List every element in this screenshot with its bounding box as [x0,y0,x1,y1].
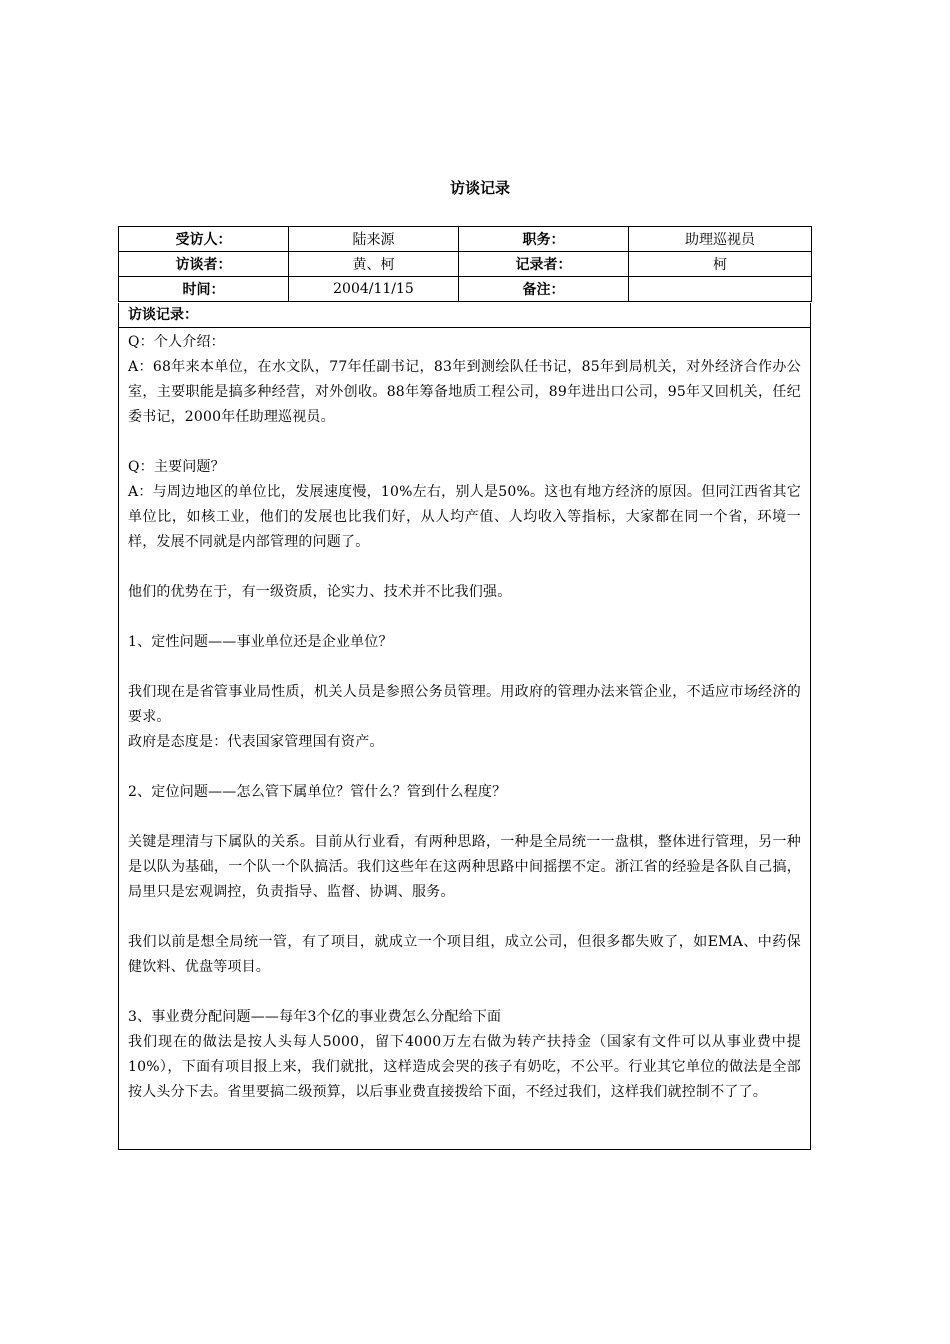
interviewer-value: 黄、柯 [289,252,459,277]
record-label: 访谈记录： [119,303,810,328]
record-paragraph: 他们的优势在于，有一级资质，论实力、技术并不比我们强。 [128,584,512,600]
interview-record-section [118,303,811,1150]
record-paragraph: 2、定位问题——怎么管下属单位？管什么？管到什么程度？ [128,784,507,800]
table-row [119,277,812,302]
interviewer-label: 访谈者： [119,252,289,277]
record-paragraph: 政府是态度是：代表国家管理国有资产。 [128,734,384,750]
note-value [629,277,812,302]
record-paragraph: 我们现在是省管事业局性质，机关人员是参照公务员管理。用政府的管理办法来管企业，不适应市场经济的要求。 [128,684,801,725]
blank-line [128,555,801,580]
time-value: 2004/11/15 [289,277,459,302]
interview-info-table [118,226,812,302]
table-row [119,227,812,252]
blank-line [128,905,801,930]
record-paragraph: 3、事业费分配问题——每年3个亿的事业费怎么分配给下面 [128,1009,502,1025]
recorder-label: 记录者： [459,252,629,277]
blank-line [128,805,801,830]
recorder-value: 柯 [629,252,812,277]
record-paragraph: Q：个人介绍： [128,334,225,350]
interviewee-label: 受访人： [119,227,289,252]
record-paragraph: 我们现在的做法是按人头每人5000，留下4000万左右做为转产扶持金（国家有文件可以从事业费中提10%），下面有项目报上来，我们就批，这样造成会哭的孩子有奶吃，不公平。行业其它单位的做法是全部按人头分下去。省里要搞二级预算，以后事业费直接拨给下面，不经过我们，这样我们就控制不了了。 [128,1034,801,1100]
table-row [119,252,812,277]
record-paragraph: 1、定性问题——事业单位还是企业单位？ [128,634,393,650]
blank-line [128,605,801,630]
record-paragraph: 我们以前是想全局统一管，有了项目，就成立一个项目组，成立公司，但很多都失败了，如EMA、中药保健饮料、优盘等项目。 [128,934,801,975]
blank-line [128,755,801,780]
note-label: 备注： [459,277,629,302]
position-label: 职务： [459,227,629,252]
time-label: 时间： [119,277,289,302]
record-paragraph: A：68年来本单位，在水文队，77年任副书记，83年到测绘队任书记，85年到局机关，对外经济合作办公室，主要职能是搞多种经营，对外创收。88年筹备地质工程公司，89年进出口公司，95年又回机关，任纪委书记，2000年任助理巡视员。 [128,359,801,425]
blank-line [128,655,801,680]
record-paragraph: Q：主要问题？ [128,459,225,475]
interviewee-value: 陆来源 [289,227,459,252]
document-title: 访谈记录 [449,179,510,197]
blank-line [128,430,801,455]
blank-line [128,980,801,1005]
record-paragraph: A：与周边地区的单位比，发展速度慢，10%左右，别人是50%。这也有地方经济的原因。但同江西省其它单位比，如核工业，他们的发展也比我们好，从人均产值、人均收入等指标，大家都在同一个省，环境一样，发展不同就是内部管理的问题了。 [128,484,801,550]
record-paragraph: 关键是理清与下属队的关系。目前从行业看，有两种思路，一种是全局统一一盘棋，整体进行管理，另一种是以队为基础，一个队一个队搞活。我们这些年在这两种思路中间摇摆不定。浙江省的经验是各队自己搞，局里只是宏观调控，负责指导、监督、协调、服务。 [128,834,801,900]
position-value: 助理巡视员 [629,227,812,252]
record-content [119,328,810,1105]
